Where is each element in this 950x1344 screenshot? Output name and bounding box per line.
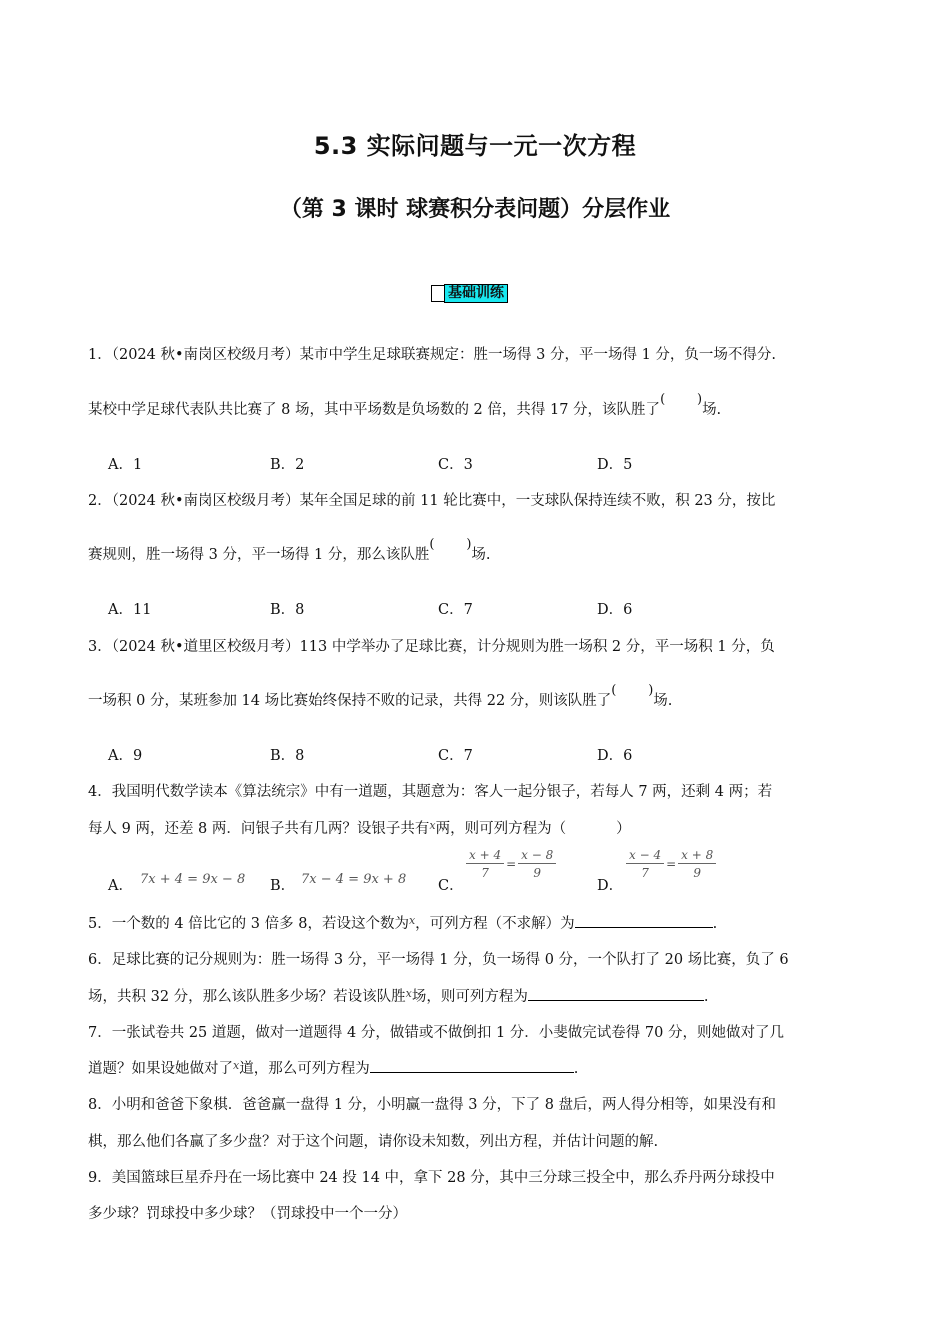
answer-blank[interactable] — [528, 985, 704, 1001]
denominator: 9 — [693, 866, 702, 880]
q6-period: . — [703, 989, 709, 1005]
q3-option-d: D．6 — [597, 748, 633, 764]
q2-option-a: A．11 — [108, 602, 152, 618]
fraction — [626, 848, 664, 880]
q4-option-b-label: B． — [270, 878, 296, 894]
q3-option-b: B．8 — [270, 748, 305, 764]
q4-option-a-label: A． — [108, 878, 133, 894]
q6-line1: 6．足球比赛的记分规则为：胜一场得 3 分，平一场得 1 分，负一场得 0 分，一个队打了 20 场比赛，负了 6 — [88, 952, 789, 968]
q7-text-b: 道，那么可列方程为 — [239, 1061, 370, 1077]
page-title: 5.3 实际问题与一元一次方程 — [313, 132, 637, 160]
section-marker — [431, 285, 444, 302]
q4-text-b: 两，则可列方程为（ — [435, 821, 567, 837]
q4-option-a-formula — [140, 871, 245, 887]
fraction — [678, 848, 716, 880]
page-subtitle: （第 3 课时 球赛积分表问题）分层作业 — [279, 197, 671, 222]
q6-text-b: 场，则可列方程为 — [411, 989, 528, 1005]
q2-option-b: B．8 — [270, 602, 305, 618]
numerator: x − 8 — [518, 848, 556, 864]
q4-line2 — [88, 817, 631, 838]
fraction — [466, 848, 504, 880]
q2-tail: 场. — [471, 547, 491, 563]
q1-option-a: A．1 — [108, 457, 143, 473]
answer-blank[interactable] — [575, 912, 713, 928]
answer-paren — [611, 691, 653, 705]
q4-close-paren: ） — [616, 821, 631, 837]
q1-option-b: B．2 — [270, 457, 305, 473]
q4-option-c-label: C． — [438, 878, 464, 894]
q3-text: 一场积 0 分，某班参加 14 场比赛始终保持不败的记录，共得 22 分，则该队胜了 — [88, 693, 612, 709]
q6-line2 — [88, 985, 709, 1006]
q3-line2 — [88, 689, 672, 710]
q1-option-d: D．5 — [597, 457, 633, 473]
q2-option-c: C．7 — [438, 602, 473, 618]
q3-option-a: A．9 — [108, 748, 143, 764]
q4-option-d-label: D． — [597, 878, 624, 894]
variable-x: x — [233, 1059, 240, 1072]
numerator: x + 8 — [678, 848, 716, 864]
variable-x: x — [429, 819, 436, 832]
formula: 7x − 4 = 9x + 8 — [301, 872, 407, 887]
q7-line2 — [88, 1057, 578, 1078]
q5-line — [88, 912, 717, 933]
q1-line1: 1．（2024 秋•南岗区校级月考）某市中学生足球联赛规定：胜一场得 3 分，平一场得 1 分，负一场不得分. — [88, 347, 777, 363]
q1-option-c: C．3 — [438, 457, 473, 473]
denominator: 7 — [481, 866, 489, 880]
q7-period: . — [573, 1061, 579, 1077]
q1-line2 — [88, 398, 721, 419]
q9-line2: 多少球？罚球投中多少球？（罚球投中一个一分） — [88, 1206, 407, 1222]
equals-sign: = — [506, 857, 517, 871]
q2-line1: 2．（2024 秋•南岗区校级月考）某年全国足球的前 11 轮比赛中，一支球队保持连续不败，积 23 分，按比 — [88, 493, 776, 509]
answer-blank[interactable] — [370, 1057, 574, 1073]
q4-line1: 4．我国明代数学读本《算法统宗》中有一道题，其题意为：客人一起分银子，若每人 7 两，还剩 4 两；若 — [88, 784, 773, 800]
q2-option-d: D．6 — [597, 602, 633, 618]
q4-option-a — [108, 874, 133, 895]
q4-text: 每人 9 两，还差 8 两．问银子共有几两？设银子共有 — [88, 821, 430, 837]
variable-x: x — [405, 987, 412, 1000]
q1-tail: 场. — [702, 402, 722, 418]
q4-option-c-formula — [466, 848, 556, 880]
q1-text: 某校中学足球代表队共比赛了 8 场，其中平场数是负场数的 2 倍，共得 17 分，该队胜了 — [88, 402, 661, 418]
q4-option-b — [270, 874, 295, 895]
q8-line1: 8．小明和爸爸下象棋．爸爸赢一盘得 1 分，小明赢一盘得 3 分，下了 8 盘后，两人得分相等，如果没有和 — [88, 1097, 777, 1113]
q4-option-d — [597, 874, 623, 895]
q9-line1: 9．美国篮球巨星乔丹在一场比赛中 24 投 14 中，拿下 28 分，其中三分球三投全中，那么乔丹两分球投中 — [88, 1170, 775, 1186]
fraction — [518, 848, 556, 880]
equals-sign: = — [666, 857, 677, 871]
q5-text: 5．一个数的 4 倍比它的 3 倍多 8，若设这个数为 — [88, 916, 409, 932]
answer-paren — [429, 545, 471, 559]
q2-text: 赛规则，胜一场得 3 分，平一场得 1 分，那么该队胜 — [88, 547, 430, 563]
numerator: x − 4 — [626, 848, 664, 864]
q6-text: 场，共积 32 分，那么该队胜多少场？若设该队胜 — [88, 989, 406, 1005]
numerator: x + 4 — [466, 848, 504, 864]
q8-line2: 棋，那么他们各赢了多少盘？对于这个问题，请你设未知数，列出方程，并估计问题的解. — [88, 1134, 659, 1150]
q7-line1: 7．一张试卷共 25 道题，做对一道题得 4 分，做错或不做倒扣 1 分．小斐做完试卷得 70 分，则她做对了几 — [88, 1025, 784, 1041]
q5-period: . — [712, 916, 718, 932]
section-label: 基础训练 — [444, 284, 508, 303]
q3-line1: 3．（2024 秋•道里区校级月考）113 中学举办了足球比赛，计分规则为胜一场积 2 分，平一场积 1 分，负 — [88, 639, 775, 655]
q5-text-b: ，可列方程（不求解）为 — [415, 916, 575, 932]
answer-paren — [660, 400, 702, 414]
q4-option-d-formula — [626, 848, 716, 880]
variable-x: x — [408, 914, 416, 927]
q3-option-c: C．7 — [438, 748, 473, 764]
denominator: 7 — [641, 866, 649, 880]
q4-option-c — [438, 874, 464, 895]
q4-option-b-formula — [301, 871, 406, 887]
q2-line2 — [88, 543, 491, 564]
section-header — [431, 284, 508, 303]
q7-text: 道题？如果设她做对了 — [88, 1061, 233, 1077]
denominator: 9 — [533, 866, 542, 880]
formula: 7x + 4 = 9x − 8 — [140, 872, 246, 887]
q3-tail: 场. — [653, 693, 673, 709]
